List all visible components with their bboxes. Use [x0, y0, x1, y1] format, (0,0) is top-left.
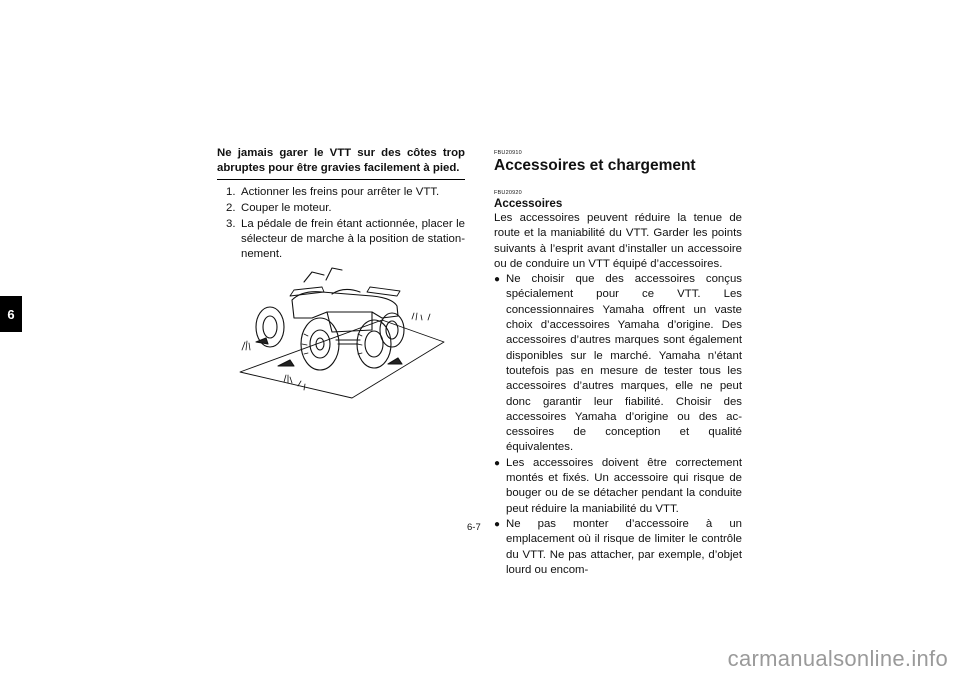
atv-parked-illustration [232, 262, 447, 402]
bullet-item: ● Ne pas monter d’accessoire à un emplacement où il risque de limiter le contrôle du VTT. Ne pas attacher, par exemple, d’objet lourd ou encom- [494, 517, 742, 576]
left-column [217, 146, 465, 263]
bullet-icon: ● [494, 274, 501, 286]
right-column [494, 150, 742, 578]
steps-list [217, 185, 465, 262]
step-item: 2. Couper le moteur. [226, 202, 332, 214]
intro-paragraph: Les accessoires peuvent réduire la tenue de route et la maniabilité du VTT. Garder les points suivants à l’esprit avant d’installer un accessoire ou de conduire un VTT équipé d’accessoires. [494, 212, 742, 270]
step-item: 1. Actionner les freins pour arrêter le VTT. [226, 186, 440, 198]
section-title: Accessoires et chargement [494, 157, 696, 174]
subsection-code: FBU20920 [494, 190, 522, 196]
bullet-icon: ● [494, 518, 501, 530]
step-item: 3. La pédale de frein étant actionnée, placer le sélecteur de marche à la position de stationnement. [226, 218, 465, 260]
page-number: 6-7 [467, 522, 481, 533]
section-code: FBU20910 [494, 150, 522, 156]
warning-text: Ne jamais garer le VTT sur des côtes trop abruptes pour être gravies facilement à pied. [217, 146, 465, 180]
bullet-icon: ● [494, 457, 501, 469]
bullet-item: ● Ne choisir que des accessoires conçus spécialement pour ce VTT. Les concessionnaires Yamaha offrent un vaste choix d’accessoires Yamaha d’origine. Des accessoires d’autres marques sont également disponibles sur le marché. Yamaha n’étant toutefois pas en mesure de tester tous les accessoires d’autres marques, elle ne peut donc garantir leur fiabilité. Choisir des accessoires Yamaha d’origine ou des accessoires de conception et qualité équivalentes. [494, 273, 742, 454]
chapter-tab: 6 [0, 296, 22, 332]
subsection-title: Accessoires [494, 197, 563, 210]
bullet-item: ● Les accessoires doivent être correctement montés et fixés. Un accessoire qui risque de bouger ou de se détacher pendant la conduite peut réduire la maniabilité du VTT. [494, 456, 742, 515]
watermark-link[interactable]: carmanualsonline.info [727, 646, 948, 671]
